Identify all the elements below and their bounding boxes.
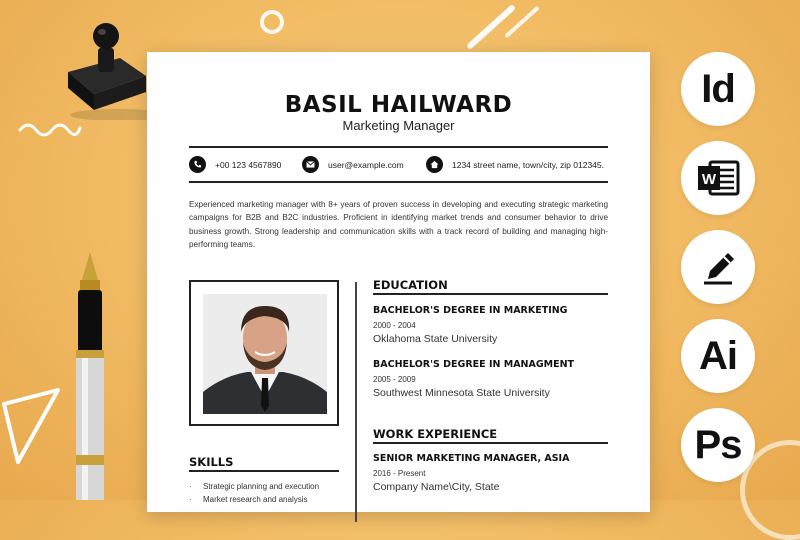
skills-rule <box>189 470 339 472</box>
skill-item: · Strategic planning and execution <box>189 482 320 491</box>
indesign-label: Id <box>701 66 735 111</box>
degree-1-school: Oklahoma State University <box>373 333 498 345</box>
address-text: 1234 street name, town/city, zip 012345. <box>452 159 604 170</box>
degree-2-school: Southwest Minnesota State University <box>373 387 550 399</box>
job-1-years: 2016 - Present <box>373 469 426 478</box>
skill-2-text: Market research and analysis <box>203 495 308 504</box>
resume-role: Marketing Manager <box>342 118 455 133</box>
illustrator-label: Ai <box>699 333 737 378</box>
education-title: EDUCATION <box>373 278 448 292</box>
word-logo <box>696 158 740 198</box>
skills-title: SKILLS <box>189 455 234 469</box>
degree-2-years: 2005 - 2009 <box>373 375 416 384</box>
skill-1-text: Strategic planning and execution <box>203 482 320 491</box>
word-icon <box>681 141 755 215</box>
contact-phone <box>189 156 281 173</box>
photoshop-label: Ps <box>694 422 742 467</box>
word-letter: W <box>701 171 717 188</box>
email-text: user@example.com <box>328 159 404 170</box>
contact-email <box>302 156 404 173</box>
profile-photo <box>203 294 327 414</box>
contact-address <box>426 156 604 173</box>
work-title: WORK EXPERIENCE <box>373 427 498 441</box>
email-icon <box>302 156 319 173</box>
decorative-wave <box>18 118 82 138</box>
illustrator-icon <box>681 319 755 393</box>
education-rule <box>373 293 608 295</box>
job-1-company: Company Name\City, State <box>373 481 500 493</box>
divider <box>189 146 608 148</box>
degree-1: BACHELOR'S DEGREE IN MARKETING <box>373 305 568 316</box>
decorative-ring <box>260 10 284 34</box>
profile-summary: Experienced marketing manager with 8+ years of proven success in developing and executing strategic marketing campaigns for B2B and B2C industries. Proficient in identifying market trends and consumer behavior to drive business growth. Strong leadership and communication skills with a track record of building and managing high-performing teams. <box>189 200 608 249</box>
job-1-position: SENIOR MARKETING MANAGER, ASIA <box>373 453 570 464</box>
fountain-pen-icon <box>60 250 120 500</box>
phone-icon <box>189 156 206 173</box>
home-icon <box>426 156 443 173</box>
editable-pen-icon <box>681 230 755 304</box>
column-divider <box>355 282 357 522</box>
divider <box>189 181 608 183</box>
profile-photo-frame <box>189 280 339 426</box>
pen-nib-icon <box>698 247 738 287</box>
resume-name: BASIL HAILWARD <box>284 92 513 118</box>
work-rule <box>373 442 608 444</box>
phone-text: +00 123 4567890 <box>215 159 282 170</box>
resume-page <box>147 52 650 512</box>
indesign-icon <box>681 52 755 126</box>
skill-item: · Market research and analysis <box>189 495 308 504</box>
photoshop-icon <box>681 408 755 482</box>
degree-2: BACHELOR'S DEGREE IN MANAGMENT <box>373 359 575 370</box>
degree-1-years: 2000 - 2004 <box>373 321 416 330</box>
decorative-slash <box>466 4 516 50</box>
